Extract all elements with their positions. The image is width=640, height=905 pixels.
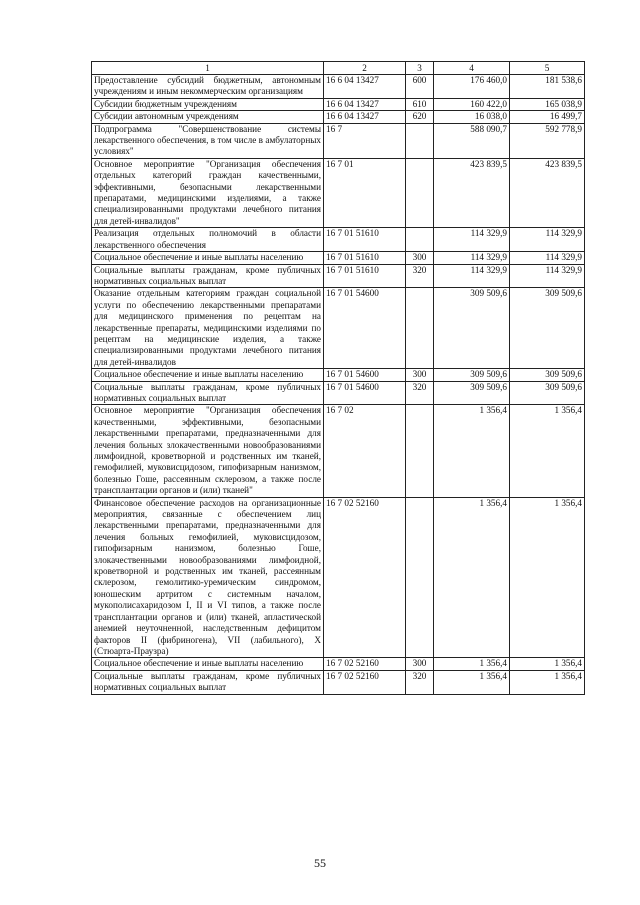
row-name: Основное мероприятие "Организация обеспечения качественными, эффективными, безопасными лекарственными препаратами, предназначенными для лечения больных злокачественными новообразованиями лимфоидной, кроветворной и родственных им тканей, гемофилией, муковисцидозом, гипофизарным нанизмом, болезнью Гоше, рассеянным склерозом, а также после трансплантации органов и (или) тканей" bbox=[92, 405, 324, 497]
row-expense-type: 320 bbox=[406, 264, 434, 288]
table-row bbox=[92, 288, 585, 369]
row-amount-col4: 1 356,4 bbox=[434, 405, 510, 497]
row-amount-col5: 309 509,6 bbox=[510, 381, 585, 405]
row-code: 16 7 01 51610 bbox=[324, 228, 406, 252]
table-row bbox=[92, 98, 585, 110]
row-code: 16 7 01 bbox=[324, 158, 406, 227]
row-name: Подпрограмма "Совершенствование системы лекарственного обеспечения, в том числе в амбулаторных условиях" bbox=[92, 123, 324, 158]
row-amount-col5: 114 329,9 bbox=[510, 264, 585, 288]
row-amount-col4: 423 839,5 bbox=[434, 158, 510, 227]
table-row bbox=[92, 252, 585, 264]
row-amount-col4: 114 329,9 bbox=[434, 264, 510, 288]
row-code: 16 7 01 51610 bbox=[324, 252, 406, 264]
row-name: Социальные выплаты гражданам, кроме публичных нормативных социальных выплат bbox=[92, 381, 324, 405]
table-row bbox=[92, 158, 585, 227]
row-name: Социальные выплаты гражданам, кроме публичных нормативных социальных выплат bbox=[92, 264, 324, 288]
row-amount-col5: 1 356,4 bbox=[510, 405, 585, 497]
table-row bbox=[92, 228, 585, 252]
row-amount-col4: 309 509,6 bbox=[434, 288, 510, 369]
row-code: 16 7 01 54600 bbox=[324, 381, 406, 405]
row-amount-col4: 1 356,4 bbox=[434, 670, 510, 694]
row-name: Оказание отдельным категориям граждан социальной услуги по обеспечению лекарственными препаратами для медицинского применения по рецептам на лекарственные препараты, медицинскими изделиями по рецептам на медицинские изделия, а также специализированными продуктами лечебного питания для детей-инвалидов bbox=[92, 288, 324, 369]
row-name: Социальное обеспечение и иные выплаты населению bbox=[92, 658, 324, 670]
row-code: 16 6 04 13427 bbox=[324, 75, 406, 99]
row-amount-col4: 309 509,6 bbox=[434, 381, 510, 405]
row-code: 16 7 02 52160 bbox=[324, 497, 406, 658]
table-row bbox=[92, 111, 585, 123]
row-expense-type: 610 bbox=[406, 98, 434, 110]
row-code: 16 7 01 51610 bbox=[324, 264, 406, 288]
row-amount-col4: 588 090,7 bbox=[434, 123, 510, 158]
row-amount-col5: 423 839,5 bbox=[510, 158, 585, 227]
row-expense-type: 300 bbox=[406, 369, 434, 381]
row-amount-col5: 1 356,4 bbox=[510, 497, 585, 658]
row-amount-col5: 114 329,9 bbox=[510, 252, 585, 264]
row-expense-type bbox=[406, 158, 434, 227]
row-amount-col4: 114 329,9 bbox=[434, 228, 510, 252]
row-name: Реализация отдельных полномочий в области лекарственного обеспечения bbox=[92, 228, 324, 252]
row-amount-col5: 592 778,9 bbox=[510, 123, 585, 158]
row-expense-type bbox=[406, 228, 434, 252]
budget-table bbox=[91, 61, 585, 695]
row-code: 16 6 04 13427 bbox=[324, 111, 406, 123]
row-expense-type: 620 bbox=[406, 111, 434, 123]
row-amount-col4: 176 460,0 bbox=[434, 75, 510, 99]
table-row bbox=[92, 670, 585, 694]
row-amount-col4: 1 356,4 bbox=[434, 497, 510, 658]
row-expense-type: 320 bbox=[406, 381, 434, 405]
table-row bbox=[92, 123, 585, 158]
row-code: 16 7 02 bbox=[324, 405, 406, 497]
row-amount-col4: 16 038,0 bbox=[434, 111, 510, 123]
table-row bbox=[92, 369, 585, 381]
row-name: Субсидии бюджетным учреждениям bbox=[92, 98, 324, 110]
row-amount-col4: 309 509,6 bbox=[434, 369, 510, 381]
row-expense-type: 300 bbox=[406, 658, 434, 670]
table-header-row bbox=[92, 62, 585, 75]
row-amount-col5: 114 329,9 bbox=[510, 228, 585, 252]
row-expense-type bbox=[406, 497, 434, 658]
row-code: 16 7 02 52160 bbox=[324, 670, 406, 694]
column-header: 2 bbox=[324, 62, 406, 75]
row-expense-type: 320 bbox=[406, 670, 434, 694]
row-expense-type bbox=[406, 123, 434, 158]
row-code: 16 7 01 54600 bbox=[324, 288, 406, 369]
row-amount-col5: 165 038,9 bbox=[510, 98, 585, 110]
table-row bbox=[92, 381, 585, 405]
row-name: Субсидии автономным учреждениям bbox=[92, 111, 324, 123]
table-row bbox=[92, 264, 585, 288]
row-amount-col5: 309 509,6 bbox=[510, 288, 585, 369]
row-amount-col5: 1 356,4 bbox=[510, 658, 585, 670]
row-name: Основное мероприятие "Организация обеспечения отдельных категорий граждан качественными, эффективными, безопасными лекарственными препаратами, медицинскими изделиями, а также специализированными продуктами лечебного питания для детей-инвалидов" bbox=[92, 158, 324, 227]
row-name: Социальное обеспечение и иные выплаты населению bbox=[92, 369, 324, 381]
row-amount-col5: 309 509,6 bbox=[510, 369, 585, 381]
column-header: 1 bbox=[92, 62, 324, 75]
row-expense-type: 600 bbox=[406, 75, 434, 99]
column-header: 3 bbox=[406, 62, 434, 75]
row-amount-col4: 114 329,9 bbox=[434, 252, 510, 264]
row-code: 16 7 bbox=[324, 123, 406, 158]
table-row bbox=[92, 75, 585, 99]
row-name: Финансовое обеспечение расходов на организационные мероприятия, связанные с обеспечением лиц лекарственными препаратами, предназначенными для лечения больных гемофилией, муковисцидозом, гипофизарным нанизмом, болезнью Гоше, злокачественными новообразованиями лимфоидной, кроветворной и родственных им тканей, рассеянным склерозом, гемолитико-уремическим синдромом, юношеским артритом с системным началом, мукополисахаридозом I, II и VI типов, а также после трансплантации органов и (или) тканей, апластической анемией неуточненной, наследственным дефицитом факторов II (фибриногена), VII (лабильного), X (Стюарта-Праузра) bbox=[92, 497, 324, 658]
table-row bbox=[92, 405, 585, 497]
row-expense-type bbox=[406, 405, 434, 497]
row-amount-col4: 160 422,0 bbox=[434, 98, 510, 110]
row-code: 16 6 04 13427 bbox=[324, 98, 406, 110]
table-row bbox=[92, 497, 585, 658]
row-amount-col5: 1 356,4 bbox=[510, 670, 585, 694]
row-name: Социальные выплаты гражданам, кроме публичных нормативных социальных выплат bbox=[92, 670, 324, 694]
column-header: 4 bbox=[434, 62, 510, 75]
page-number: 55 bbox=[314, 856, 326, 870]
row-amount-col4: 1 356,4 bbox=[434, 658, 510, 670]
row-code: 16 7 02 52160 bbox=[324, 658, 406, 670]
row-name: Социальное обеспечение и иные выплаты населению bbox=[92, 252, 324, 264]
table-row bbox=[92, 658, 585, 670]
row-expense-type bbox=[406, 288, 434, 369]
row-amount-col5: 16 499,7 bbox=[510, 111, 585, 123]
row-name: Предоставление субсидий бюджетным, автономным учреждениям и иным некоммерческим организациям bbox=[92, 75, 324, 99]
document-page bbox=[91, 61, 584, 695]
row-code: 16 7 01 54600 bbox=[324, 369, 406, 381]
row-expense-type: 300 bbox=[406, 252, 434, 264]
row-amount-col5: 181 538,6 bbox=[510, 75, 585, 99]
column-header: 5 bbox=[510, 62, 585, 75]
